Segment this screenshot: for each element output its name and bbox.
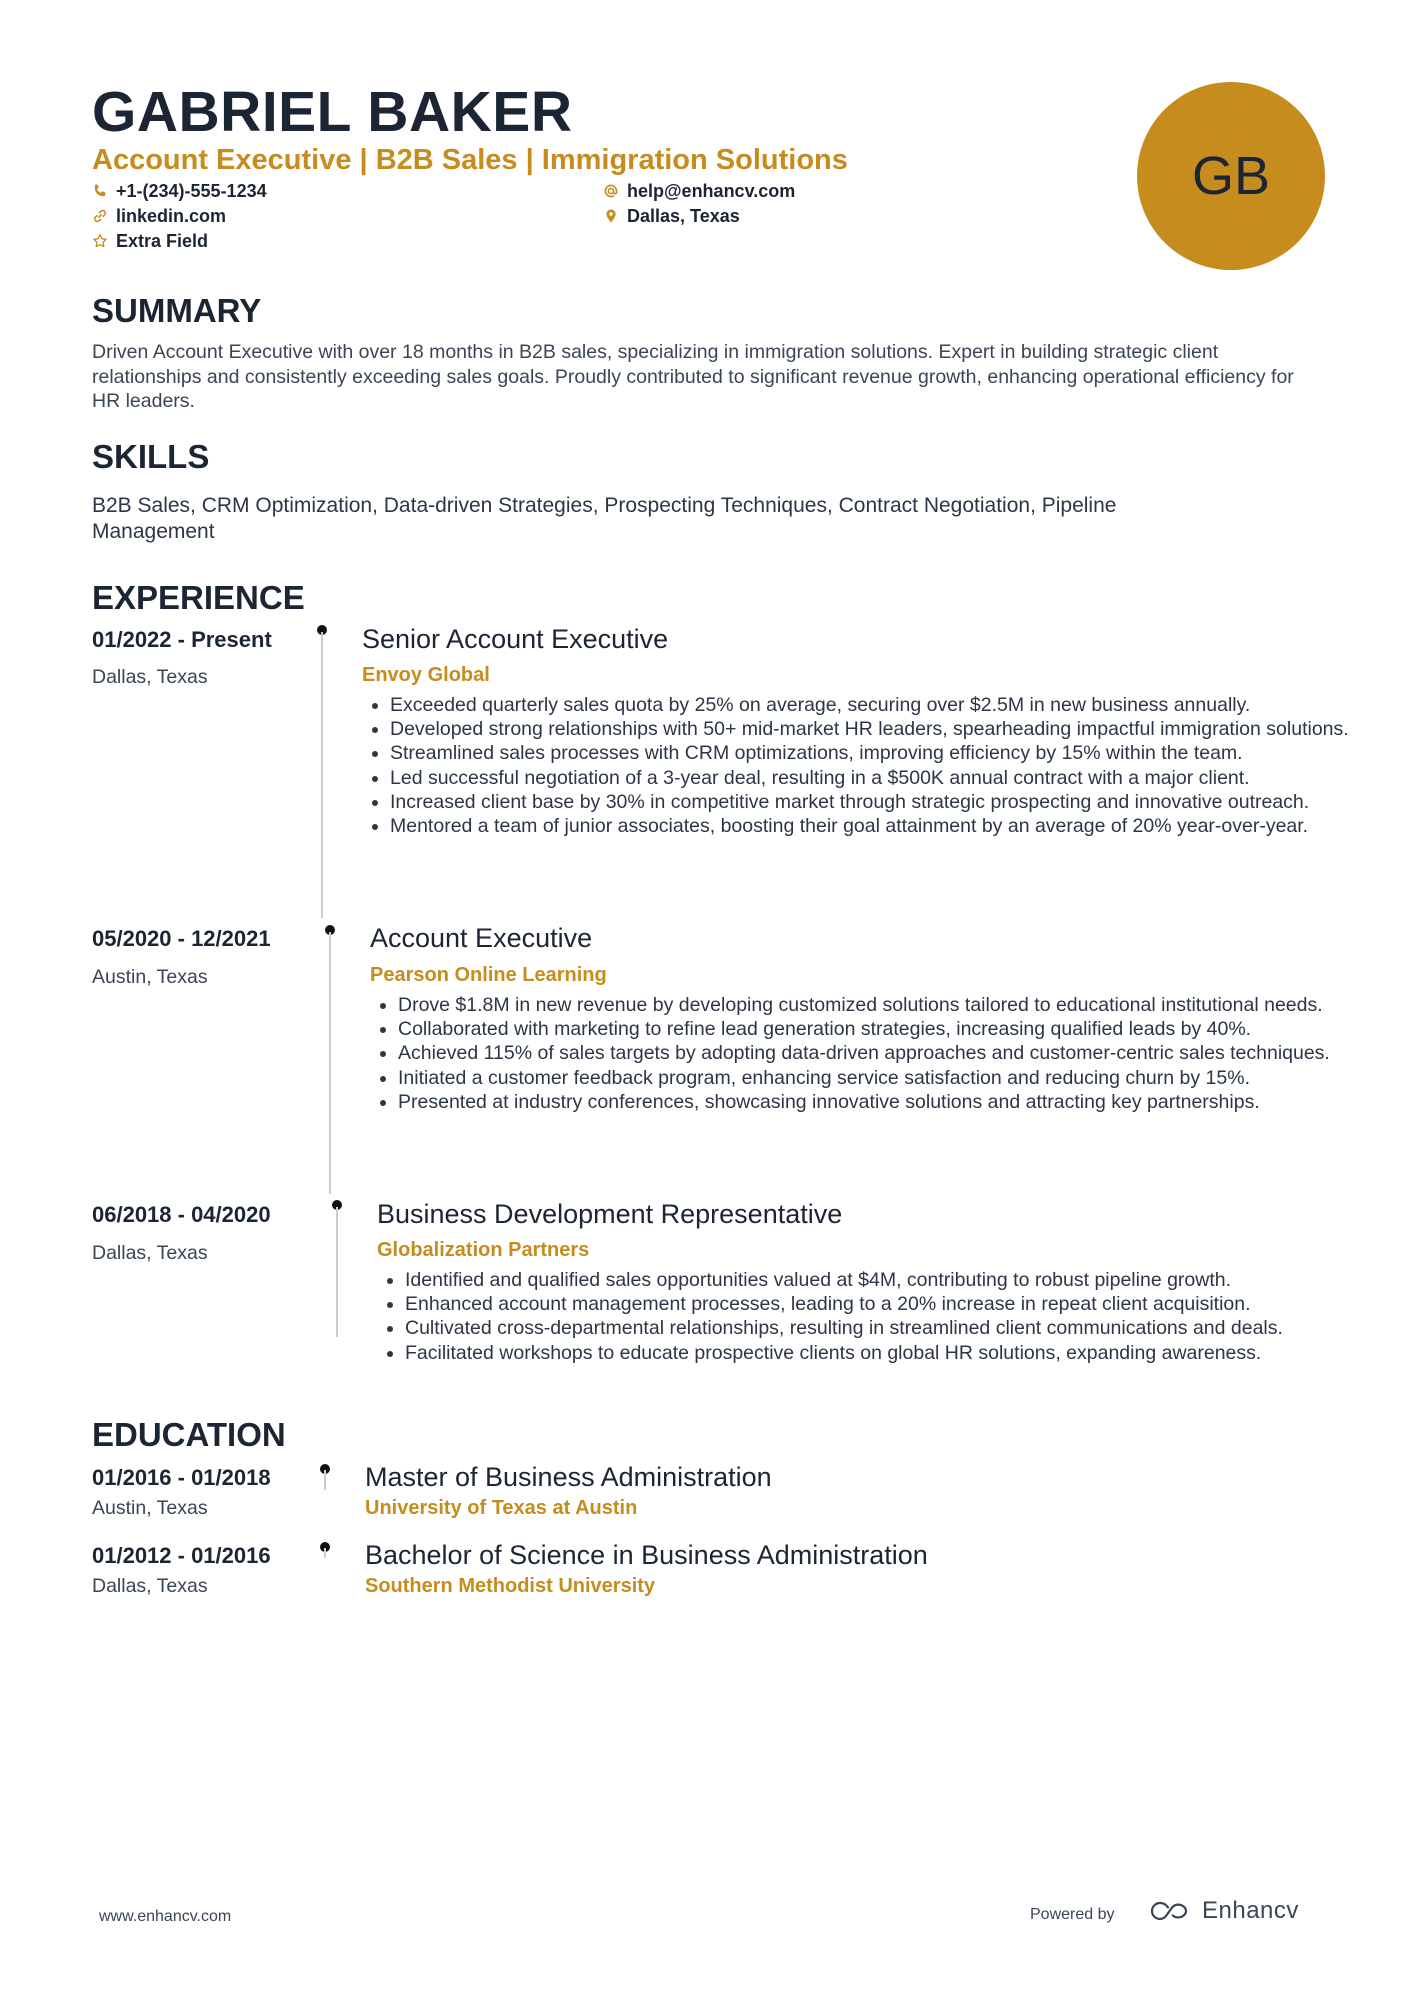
bullet-item: • Facilitated workshops to educate prospective clients on global HR solutions, expanding awareness. — [405, 1341, 1350, 1365]
bullet-item: • Identified and qualified sales opportunities valued at $4M, contributing to robust pipeline growth. — [405, 1268, 1350, 1292]
skills-text: B2B Sales, CRM Optimization, Data-driven Strategies, Prospecting Techniques, Contract Negotiation, Pipeline Management — [92, 494, 1117, 543]
bullet-item: • Drove $1.8M in new revenue by developing customized solutions tailored to educational institutional needs. — [398, 993, 1350, 1017]
link-icon — [92, 208, 108, 224]
extra-field-text: Extra Field — [116, 231, 209, 251]
school-name: University of Texas at Austin — [365, 1497, 638, 1519]
bullet-item: • Cultivated cross-departmental relationships, resulting in streamlined client communications and deals. — [405, 1316, 1350, 1340]
contact-email[interactable] — [603, 180, 795, 202]
enhancv-logo[interactable] — [1148, 1897, 1299, 1925]
school-name: Southern Methodist University — [365, 1575, 656, 1597]
job-dates: 01/2022 - Present — [92, 627, 272, 652]
timeline-line — [324, 1548, 326, 1558]
job-dates: 05/2020 - 12/2021 — [92, 926, 271, 951]
enhancv-logo-icon — [1148, 1899, 1194, 1923]
avatar-initials: GB — [1191, 146, 1271, 206]
timeline-line — [321, 632, 323, 918]
link-text: linkedin.com — [116, 206, 227, 226]
education-location: Austin, Texas — [92, 1497, 208, 1519]
job-title: Account Executive — [370, 923, 593, 953]
bullet-item: • Developed strong relationships with 50+ mid-market HR leaders, spearheading impactful immigration solutions. — [390, 717, 1350, 741]
star-icon — [92, 233, 108, 249]
phone-icon — [92, 183, 108, 199]
summary-heading: SUMMARY — [92, 292, 262, 329]
company-name: Globalization Partners — [377, 1239, 590, 1261]
degree-title: Master of Business Administration — [365, 1462, 772, 1492]
timeline-line — [336, 1207, 338, 1337]
bullet-item: • Initiated a customer feedback program, enhancing service satisfaction and reducing churn by 15%. — [398, 1066, 1350, 1090]
job-dates: 06/2018 - 04/2020 — [92, 1202, 271, 1227]
email-text: help@enhancv.com — [627, 181, 796, 201]
job-title: Senior Account Executive — [362, 624, 669, 654]
bullet-item: • Achieved 115% of sales targets by adopting data-driven approaches and customer-centric sales techniques. — [398, 1041, 1350, 1065]
timeline-line — [324, 1470, 326, 1490]
education-heading: EDUCATION — [92, 1416, 286, 1453]
summary-text: Driven Account Executive with over 18 months in B2B sales, specializing in immigration solutions. Expert in building strategic client relationships and consistently exceeding sales goals. Proudly contributed to significant revenue growth, enhancing operational efficiency for HR leaders. — [92, 341, 1294, 412]
timeline-line — [329, 932, 331, 1194]
education-location: Dallas, Texas — [92, 1575, 208, 1597]
education-dates: 01/2012 - 01/2016 — [92, 1543, 271, 1568]
map-pin-icon — [603, 208, 619, 224]
job-location: Dallas, Texas — [92, 1242, 208, 1264]
degree-title: Bachelor of Science in Business Administration — [365, 1540, 928, 1570]
phone-text: +1-(234)-555-1234 — [116, 181, 267, 201]
job-location: Dallas, Texas — [92, 666, 208, 688]
education-dates: 01/2016 - 01/2018 — [92, 1465, 271, 1490]
job-location: Austin, Texas — [92, 966, 208, 988]
job-bullets — [370, 993, 1350, 1114]
job-title: Business Development Representative — [377, 1199, 843, 1229]
headline: Account Executive | B2B Sales | Immigration Solutions — [92, 144, 848, 176]
skills-heading: SKILLS — [92, 438, 210, 475]
location-text: Dallas, Texas — [627, 206, 740, 226]
contact-phone[interactable] — [92, 180, 267, 202]
footer-website-link[interactable]: www.enhancv.com — [99, 1908, 232, 1925]
job-bullets — [362, 693, 1350, 838]
contact-link[interactable] — [92, 205, 226, 227]
bullet-item: • Presented at industry conferences, showcasing innovative solutions and attracting key partnerships. — [398, 1090, 1350, 1114]
bullet-item: • Collaborated with marketing to refine lead generation strategies, increasing qualified leads by 40%. — [398, 1017, 1350, 1041]
company-name: Pearson Online Learning — [370, 964, 607, 986]
bullet-item: • Mentored a team of junior associates, boosting their goal attainment by an average of 20% year-over-year. — [390, 814, 1350, 838]
experience-heading: EXPERIENCE — [92, 579, 305, 616]
avatar — [1137, 82, 1325, 270]
bullet-item: • Enhanced account management processes, leading to a 20% increase in repeat client acquisition. — [405, 1292, 1350, 1316]
contact-extra — [92, 230, 208, 252]
at-icon — [603, 183, 619, 199]
bullet-item: • Led successful negotiation of a 3-year deal, resulting in a $500K annual contract with a major client. — [390, 766, 1350, 790]
job-bullets — [377, 1268, 1350, 1365]
company-name: Envoy Global — [362, 664, 490, 686]
contact-location — [603, 205, 740, 227]
candidate-name: GABRIEL BAKER — [92, 80, 573, 144]
bullet-item: • Exceeded quarterly sales quota by 25% on average, securing over $2.5M in new business annually. — [390, 693, 1350, 717]
powered-by-label: Powered by — [1030, 1906, 1115, 1923]
bullet-item: • Increased client base by 30% in competitive market through strategic prospecting and innovative outreach. — [390, 790, 1350, 814]
brand-name: Enhancv — [1202, 1897, 1299, 1924]
bullet-item: • Streamlined sales processes with CRM optimizations, improving efficiency by 15% within the team. — [390, 741, 1350, 765]
